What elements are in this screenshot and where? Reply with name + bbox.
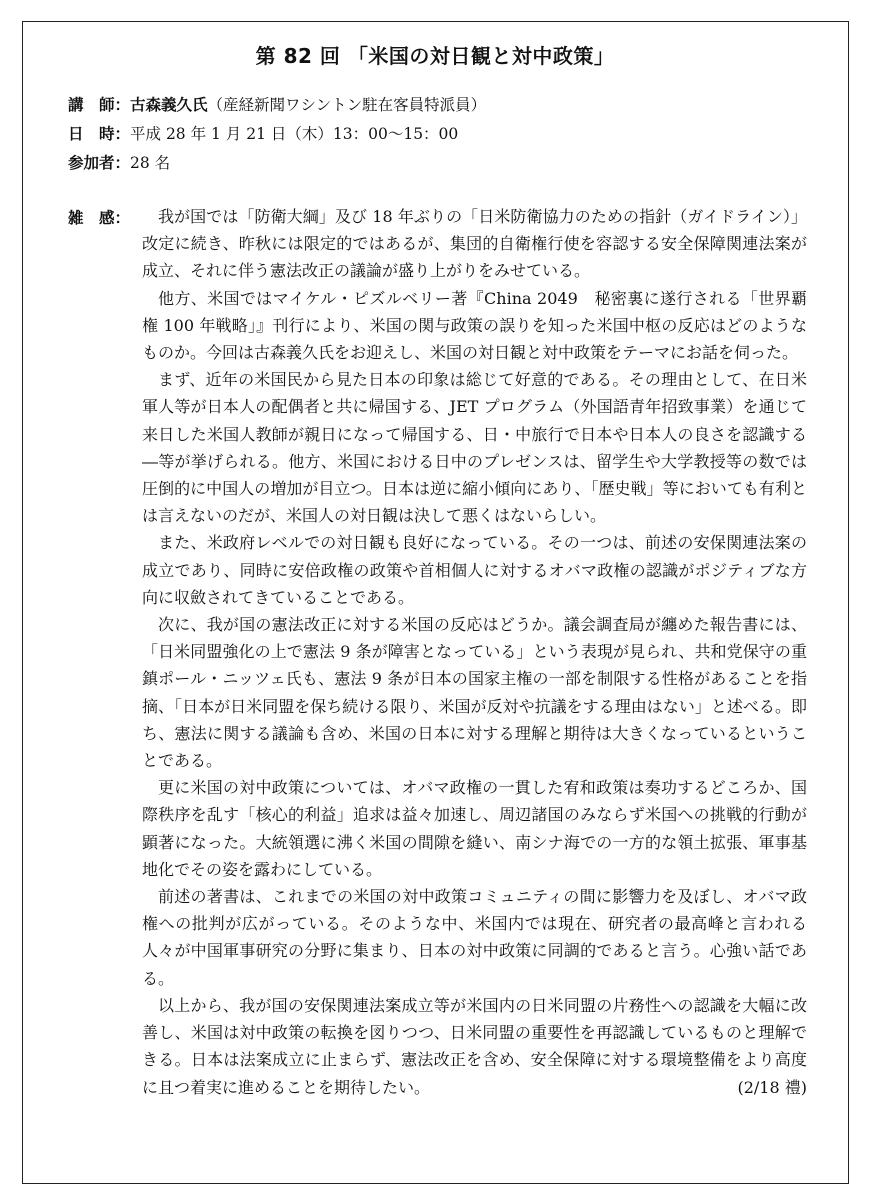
datetime-label: 日 時： xyxy=(68,125,131,143)
participants-label: 参加者： xyxy=(68,154,131,172)
remarks-paragraph: また、米政府レベルでの対日観も良好になっている。その一つは、前述の安保関連法案の成立であり、同時に安倍政権の政策や首相個人に対するオバマ政権の認識がポジティブな方向に収斂されてきていることである。 xyxy=(142,533,807,607)
remarks-paragraph: 我が国では「防衛大綱」及び 18 年ぶりの「日米防衛協力のための指針（ガイドライン）」改定に続き、昨秋には限定的ではあるが、集団的自衛権行使を容認する安全保障関連法案が成立、それに伴う憲法改正の議論が盛り上がりをみせている。 xyxy=(142,207,807,281)
datetime-row xyxy=(68,124,458,144)
lecturer-name: 古森義久氏 xyxy=(130,96,208,114)
remarks-paragraph: まず、近年の米国民から見た日本の印象は総じて好意的である。その理由として、在日米軍人等が日本人の配偶者と共に帰国する、JET プログラム（外国語青年招致事業）を通じて来日した米国人教師が親日になって帰国する、日・中旅行で日本や日本人の良さを認識する―等が挙げられる。他方、米国における日中のプレゼンスは、留学生や大学教授等の数では圧倒的に中国人の増加が目立つ。日本は逆に縮小傾向にあり、「歴史戦」等においても有利とは言えないのだが、米国人の対日観は決して悪くはないらしい。 xyxy=(142,370,807,526)
participants-row xyxy=(68,153,170,173)
remarks-label: 雑 感： xyxy=(68,209,131,227)
remarks-paragraph: 他方、米国ではマイケル・ピズルベリー著『China 2049 秘密裏に遂行される「世界覇権 100 年戦略」』刊行により、米国の関与政策の誤りを知った米国中枢の反応はどのようなものか。今回は古森義久氏をお迎えし、米国の対日観と対中政策をテーマにお話を伺った。 xyxy=(142,288,807,363)
remarks-paragraph: 前述の著書は、これまでの米国の対中政策コミュニティの間に影響力を及ぼし、オバマ政権への批判が広がっている。そのような中、米国内では現在、研究者の最高峰と言われる人々が中国軍事研究の分野に集まり、日本の対中政策に同調的であると言う。心強い話である。 xyxy=(142,887,807,988)
lecturer-affiliation: （産経新聞ワシントン駐在客員特派員） xyxy=(207,96,487,114)
participants-value: 28 名 xyxy=(130,154,171,172)
remarks-paragraph-text: 以上から、我が国の安保関連法案成立等が米国内の日米同盟の片務性への認識を大幅に改善し、米国は対中政策の転換を図りつつ、日米同盟の重要性を再認識しているものと理解できる。日本は法案成立に止まらず、憲法改正を含め、安全保障に対する環境整備をより高度に且つ着実に進めることを期待したい。 xyxy=(142,995,807,1097)
page-title: 第 82 回 「米国の対日観と対中政策」 xyxy=(255,44,615,68)
remarks-paragraph: 次に、我が国の憲法改正に対する米国の反応はどうか。議会調査局が纏めた報告書には、「日米同盟強化の上で憲法 9 条が障害となっている」という表現が見られ、共和党保守の重鎮ポール・ニッツェ氏も、憲法 9 条が日本の国家主権の一部を制限する性格があることを指摘、「日本が日米同盟を保ち続ける限り、米国が反対や抗議をする理由はない」と述べる。即ち、憲法に関する議論も含め、米国の日本に対する理解と期待は大きくなっているということである。 xyxy=(142,615,807,771)
datetime-value: 平成 28 年 1 月 21 日（木）13：00〜15：00 xyxy=(130,125,459,143)
remarks-paragraph: 更に米国の対中政策については、オバマ政権の一貫した宥和政策は奏功するどころか、国際秩序を乱す「核心的利益」追求は益々加速し、周辺諸国のみならず米国への挑戦的行動が顕著になった。大統領選に沸く米国の間隙を縫い、南シナ海での一方的な領土拡張、軍事基地化でその姿を露わにしている。 xyxy=(142,778,807,879)
remarks-paragraph-last xyxy=(142,992,807,1101)
remarks-body xyxy=(142,203,807,1101)
lecturer-label: 講 師： xyxy=(68,96,131,114)
signature: (2/18 禮) xyxy=(737,1077,807,1097)
lecturer-row xyxy=(68,95,486,115)
